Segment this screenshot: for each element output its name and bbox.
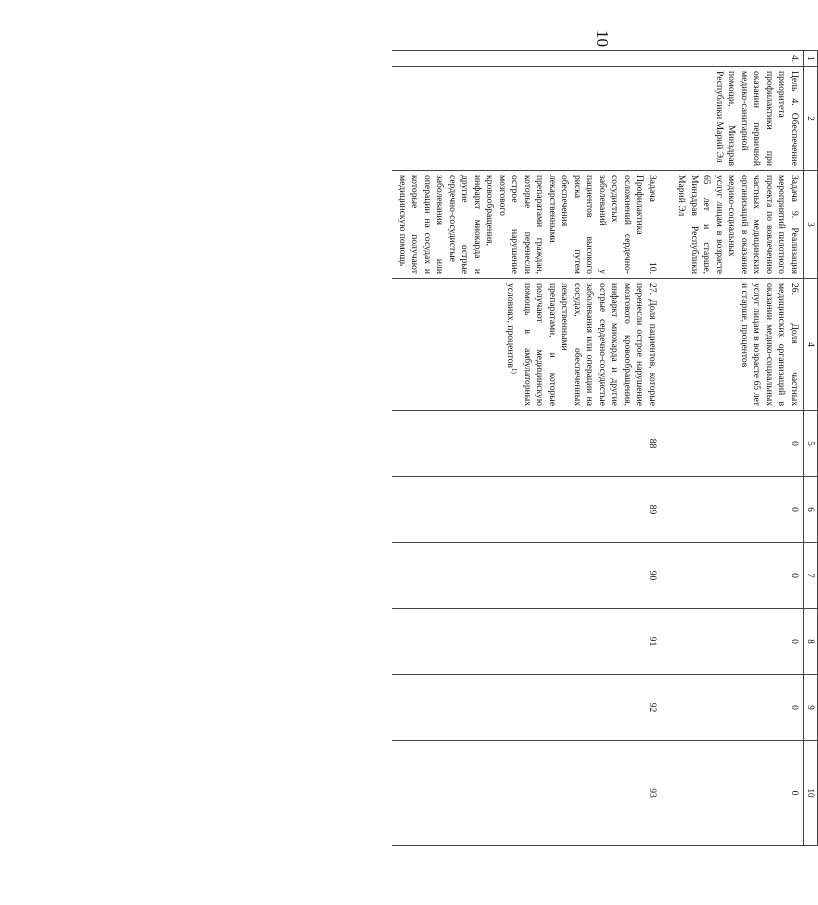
indicators-table [393, 50, 818, 846]
indicator-26-value: 0 [672, 543, 804, 609]
indicator-26-value: 0 [672, 741, 804, 846]
col-header-1: 1 [804, 51, 818, 67]
indicator-26-value: 0 [672, 675, 804, 741]
row-number: 4. [393, 51, 804, 67]
indicator-27-value: 89 [393, 477, 673, 543]
indicator-27-value: 90 [393, 543, 673, 609]
indicator-27-value: 92 [393, 675, 673, 741]
footnote-mark: 1) [510, 367, 519, 374]
table-row [393, 51, 673, 846]
task-10-cell: Задача 10. Профилактика осложнений сердечно-сосудистых заболеваний у пациентов высокого риска путем обеспечения лекарственными препаратами граждан, которые перенесли острое нарушение мозгового кровообращения, инфаркт миокарда и другие острые сердечно-сосудистые заболевания или операции на сосудах и которые получают медицинскую помощь [393, 171, 673, 279]
indicator-26-value: 0 [672, 609, 804, 675]
indicator-27-value: 91 [393, 609, 673, 675]
page-number: 10 [593, 30, 612, 47]
task-9-cell: Задача 9. Реализация мероприятий пилотного проекта по вовлечению частных медицинских организаций в оказание медико-социальных услуг лицам в возрасте 65 лет и старше, Минздрав Республики Марий Эл [672, 171, 804, 279]
col-header-2: 2 [804, 67, 818, 171]
goal-cell: Цель 4. Обеспечение приоритета профилактики при оказании первичной медико-санитарной помощи, Минздрав Республики Марий Эл [393, 67, 804, 171]
col-header-5: 5 [804, 411, 818, 477]
indicator-27-text [393, 279, 673, 411]
col-header-4: 4 [804, 279, 818, 411]
col-header-8: 8 [804, 609, 818, 675]
col-header-7: 7 [804, 543, 818, 609]
indicator-27-value: 93 [393, 741, 673, 846]
col-header-9: 9 [804, 675, 818, 741]
table-row [672, 51, 804, 846]
indicator-26-text: 26. Доля частных медицинских организаций в оказании медико-социальных услуг лицам в возрасте 65 лет и старше, процентов [672, 279, 804, 411]
rotated-table-container [108, 50, 818, 845]
indicator-27-label: 27. Доля пациентов, которые перенесли острое нарушение мозгового кровообращения, инфаркт миокарда и другие острые сердечно-сосудистые заболевания или операции на сосудах, обеспеченных лекарственными препаратами, и которые получают медицинскую помощь в амбулаторных условиях, процентов [505, 283, 658, 406]
col-header-6: 6 [804, 477, 818, 543]
col-header-3: 3 [804, 171, 818, 279]
table-header-row [804, 51, 818, 846]
indicator-27-value: 88 [393, 411, 673, 477]
indicator-26-value: 0 [672, 477, 804, 543]
col-header-10: 10 [804, 741, 818, 846]
indicator-26-value: 0 [672, 411, 804, 477]
